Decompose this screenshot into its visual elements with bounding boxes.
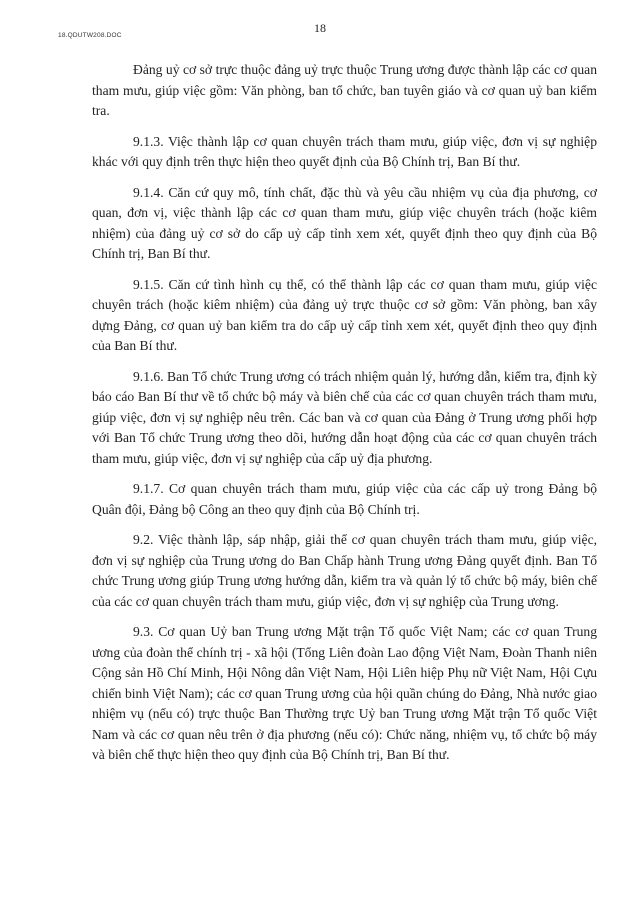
page-number: 18: [314, 21, 326, 35]
paragraph: 9.1.7. Cơ quan chuyên trách tham mưu, giúp việc của các cấp uỷ trong Đảng bộ Quân đội, Đảng bộ Công an theo quy định của Bộ Chính trị.: [92, 481, 597, 517]
paragraph: 9.2. Việc thành lập, sáp nhập, giải thể cơ quan chuyên trách tham mưu, giúp việc, đơn vị sự nghiệp của Trung ương do Ban Chấp hành Trung ương Đảng quyết định. Ban Tổ chức Trung ương giúp Trung ương hướng dẫn, kiểm tra và quản lý tổ chức bộ máy, biên chế của các cơ quan chuyên trách tham mưu, giúp việc, đơn vị sự nghiệp của Trung ương.: [92, 532, 597, 609]
paragraph: 9.1.6. Ban Tổ chức Trung ương có trách nhiệm quản lý, hướng dẫn, kiểm tra, định kỳ báo cáo Ban Bí thư về tổ chức bộ máy và biên chế của các cơ quan chuyên trách tham mưu, giúp việc, đơn vị sự nghiệp nêu trên. Các ban và cơ quan của Đảng ở Trung ương phối hợp với Ban Tổ chức Trung ương theo dõi, hướng dẫn hoạt động của các cơ quan chuyên trách tham mưu, giúp việc, đơn vị sự nghiệp của cấp uỷ địa phương.: [92, 368, 597, 466]
paragraph: 9.1.3. Việc thành lập cơ quan chuyên trách tham mưu, giúp việc, đơn vị sự nghiệp khác với quy định trên thực hiện theo quyết định của Bộ Chính trị, Ban Bí thư.: [92, 133, 597, 169]
paragraph: 9.3. Cơ quan Uỷ ban Trung ương Mặt trận Tổ quốc Việt Nam; các cơ quan Trung ương của đoàn thể chính trị - xã hội (Tổng Liên đoàn Lao động Việt Nam, Đoàn Thanh niên Cộng sản Hồ Chí Minh, Hội Nông dân Việt Nam, Hội Liên hiệp Phụ nữ Việt Nam, Hội Cựu chiến binh Việt Nam); các cơ quan Trung ương của hội quần chúng do Đảng, Nhà nước giao nhiệm vụ (nếu có) trực thuộc Ban Thường trực Uỷ ban Trung ương Mặt trận Tổ quốc Việt Nam và các cơ quan nêu trên ở địa phương (nếu có): Chức năng, nhiệm vụ, tổ chức bộ máy và biên chế thực hiện theo quy định của Bộ Chính trị, Ban Bí thư.: [92, 624, 597, 762]
paragraph: 9.1.5. Căn cứ tình hình cụ thể, có thể thành lập các cơ quan tham mưu, giúp việc chuyên trách (hoặc kiêm nhiệm) của đảng uỷ trực thuộc cơ sở gồm: Văn phòng, ban xây dựng Đảng, cơ quan uỷ ban kiểm tra do cấp uỷ cấp tỉnh xem xét, quyết định theo quy định của Ban Bí thư.: [92, 276, 597, 353]
paragraph: 9.1.4. Căn cứ quy mô, tính chất, đặc thù và yêu cầu nhiệm vụ của địa phương, cơ quan, đơn vị, việc thành lập các cơ quan tham mưu, giúp việc chuyên trách (hoặc kiêm nhiệm) của đảng uỷ cơ sở do cấp uỷ cấp tỉnh xem xét, quyết định theo quy định của Bộ Chính trị, Ban Bí thư.: [92, 184, 597, 261]
paragraph: Đảng uỷ cơ sở trực thuộc đảng uỷ trực thuộc Trung ương được thành lập các cơ quan tham mưu, giúp việc gồm: Văn phòng, ban tổ chức, ban tuyên giáo và cơ quan uỷ ban kiểm tra.: [92, 62, 597, 118]
file-label: 18.QDUTW208.DOC: [58, 32, 122, 39]
document-body: [92, 60, 597, 776]
